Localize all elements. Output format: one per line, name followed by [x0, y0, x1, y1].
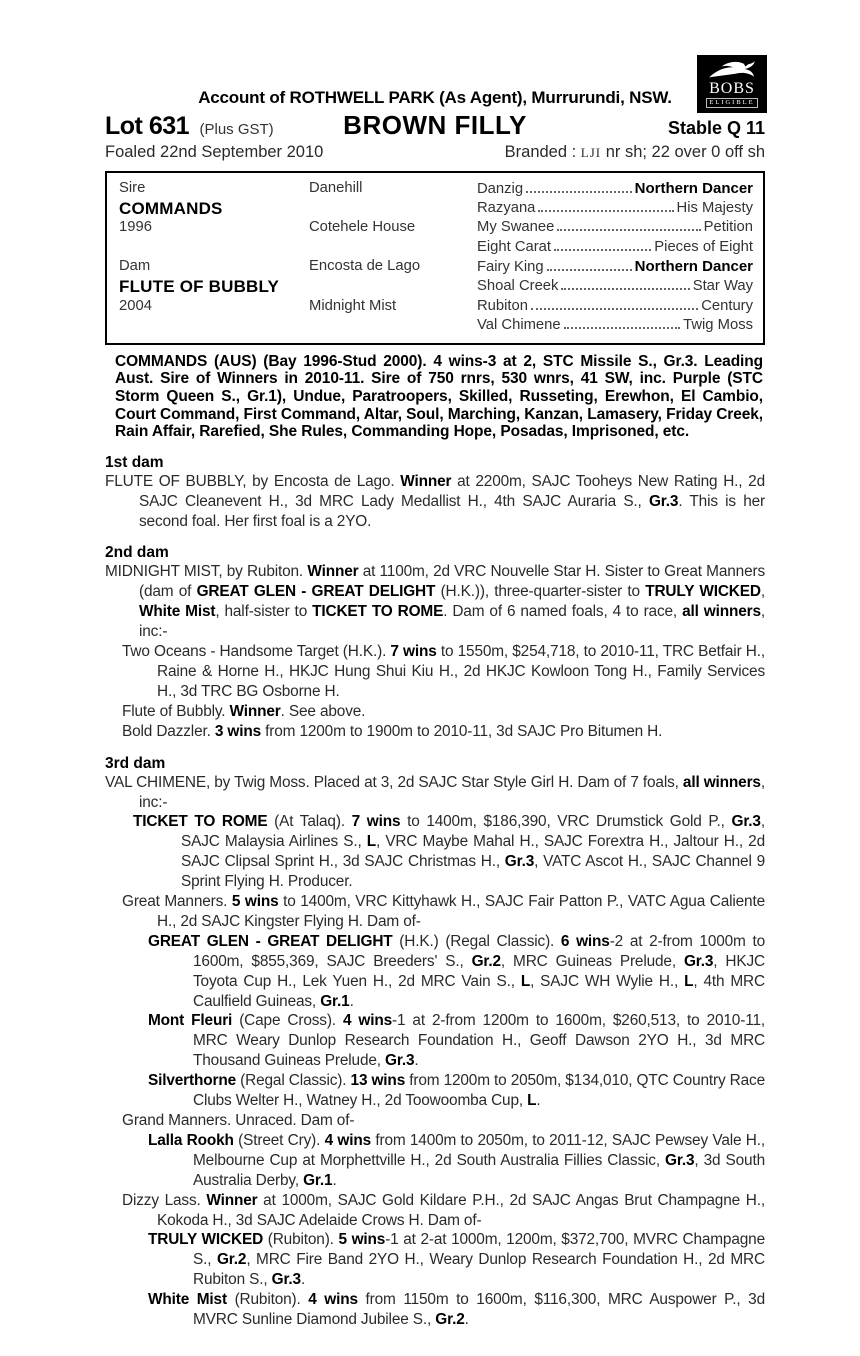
bobs-logo-text: BOBS: [709, 80, 755, 97]
pedigree-ancestor-line: [477, 218, 753, 238]
ancestor-name: Danzig: [477, 181, 524, 197]
foaled-date: Foaled 22nd September 2010: [105, 143, 324, 161]
grandsire-name: Star Way: [692, 277, 753, 294]
grandsire-name: Twig Moss: [683, 317, 753, 334]
branded-suffix: nr sh; 22 over 0 off sh: [601, 143, 765, 161]
grandsire-name: Century: [701, 297, 753, 314]
leader-dots: [538, 210, 673, 212]
sire-summary: COMMANDS (AUS) (Bay 1996-Stud 2000). 4 wins-3 at 2, STC Missile S., Gr.3. Leading Aust. Sire of Winners in 2010-11. Sire of 750 rnrs, 530 wnrs, 41 SW, inc. Purple (STC Storm Queen S., Gr.1), Undue, Paratroopers, Skilled, Russeting, Erewhon, El Cambio, Court Command, First Command, Altar, Soul, Marching, Kanzan, Lamasery, Friday Creek, Rain Affair, Rarefied, She Rules, Commanding Hope, Posadas, Imprisoned, etc.: [115, 352, 763, 441]
pedigree-paragraph: Great Manners. 5 wins to 1400m, VRC Kittyhawk H., SAJC Fair Patton P., VATC Agua Caliente H., 2d SAJC Kingster Flying H. Dam of-: [122, 893, 765, 930]
pedigree-ancestor-line: [477, 277, 753, 297]
page-content: [105, 0, 765, 1330]
pedigree-paragraph: FLUTE OF BUBBLY, by Encosta de Lago. Winner at 2200m, SAJC Tooheys New Rating H., 2d SAJC Cleanevent H., 3d MRC Lady Medallist H., 4th SAJC Auraria S., Gr.3. This is her second foal. Her first foal is a 2YO.: [105, 472, 766, 530]
pedigree-paragraph: TICKET TO ROME (At Talaq). 7 wins to 1400m, $186,390, VRC Drumstick Gold P., Gr.3, SAJC Malaysia Airlines S., L, VRC Maybe Mahal H., SAJC Forextra H., Jaltour H., 2d SAJC Clipsal Sprint H., 3d SAJC Christmas H., Gr.3, VATC Ascot H., SAJC Channel 9 Sprint Flying H. Producer.: [133, 813, 765, 891]
pedigree-paragraph: White Mist (Rubiton). 4 wins from 1150m to 1600m, $116,300, MRC Auspower P., 3d MVRC Sunline Diamond Jubilee S., Gr.2.: [148, 1291, 765, 1329]
pedigree-ancestor-line: [477, 297, 753, 317]
pedigree-row: [119, 297, 753, 317]
plus-gst-label: (Plus GST): [199, 121, 274, 138]
pedigree-col2: Encosta de Lago: [309, 258, 421, 275]
pedigree-row: [119, 238, 753, 258]
page-title: BROWN FILLY: [343, 110, 527, 140]
pedigree-col1: Dam: [119, 258, 151, 275]
stable-label: Stable Q 11: [667, 118, 765, 138]
brand-mark: LJI: [580, 145, 602, 160]
leader-dots: [531, 308, 698, 310]
bobs-eligible-text: ELIGIBLE: [706, 98, 757, 108]
grandsire-name: His Majesty: [676, 199, 753, 216]
pedigree-col1: FLUTE OF BUBBLY: [119, 276, 280, 296]
pedigree-col2: Midnight Mist: [309, 297, 397, 314]
ancestor-name: Razyana: [477, 199, 536, 216]
pedigree-paragraph: Mont Fleuri (Cape Cross). 4 wins-1 at 2-from 1200m to 1600m, $260,513, to 2010-11, MRC Weary Dunlop Research Foundation H., Geoff Dawson 2YO H., 3d MRC Thousand Guineas Prelude, Gr.3.: [148, 1012, 765, 1070]
ancestor-name: Val Chimene: [477, 317, 561, 334]
pedigree-col2: [309, 199, 477, 219]
ancestor-name: Eight Carat: [477, 238, 552, 255]
ancestor-name: Shoal Creek: [477, 277, 559, 294]
lot-left-group: [105, 112, 274, 141]
pedigree-col2: Danehill: [309, 180, 363, 196]
dam-section-heading: 1st dam: [105, 453, 164, 471]
grandsire-name: Petition: [703, 219, 753, 236]
pedigree-table: [105, 171, 765, 345]
ancestor-name: Rubiton: [477, 297, 529, 314]
leader-dots: [557, 229, 700, 231]
pedigree-paragraph: MIDNIGHT MIST, by Rubiton. Winner at 1100m, 2d VRC Nouvelle Star H. Sister to Great Manners (dam of GREAT GLEN - GREAT DELIGHT (H.K.)), three-quarter-sister to TRULY WICKED, White Mist, half-sister to TICKET TO ROME. Dam of 6 named foals, 4 to race, all winners, inc:-: [105, 563, 766, 641]
pedigree-paragraph: Dizzy Lass. Winner at 1000m, SAJC Gold Kildare P.H., 2d SAJC Angas Brut Champagne H., Kokoda H., 3d SAJC Adelaide Crows H. Dam of-: [122, 1191, 765, 1229]
pedigree-col2: [309, 238, 477, 258]
ancestor-name: Fairy King: [477, 259, 544, 276]
pedigree-col2: Cotehele House: [309, 219, 416, 236]
pedigree-row: [119, 316, 753, 336]
pedigree-paragraph: GREAT GLEN - GREAT DELIGHT (H.K.) (Regal Classic). 6 wins-2 at 2-from 1000m to 1600m, $855,369, SAJC Breeders' S., Gr.2, MRC Guineas Prelude, Gr.3, HKJC Toyota Cup H., Lek Yuen H., 2d MRC Vain S., L, SAJC WH Wylie H., L, 4th MRC Caulfield Guineas, Gr.1.: [148, 932, 765, 1010]
pedigree-paragraph: VAL CHIMENE, by Twig Moss. Placed at 3, 2d SAJC Star Style Girl H. Dam of 7 foals, all winners, inc:-: [105, 773, 765, 811]
pedigree-paragraph: Silverthorne (Regal Classic). 13 wins from 1200m to 2050m, $134,010, QTC Country Race Clubs Welter H., Watney H., 2d Toowoomba Cup, L.: [148, 1072, 766, 1110]
pedigree-col1: [119, 238, 309, 258]
dam-section-heading: 3rd dam: [105, 754, 166, 772]
pedigree-col1: COMMANDS: [119, 198, 223, 218]
leader-dots: [564, 327, 680, 329]
pedigree-col2: [309, 316, 477, 336]
branded-prefix: Branded :: [504, 143, 581, 161]
pedigree-row: [119, 257, 753, 277]
pedigree-paragraph: Bold Dazzler. 3 wins from 1200m to 1900m to 2010-11, 3d SAJC Pro Bitumen H.: [122, 722, 663, 740]
pedigree-paragraph: Flute of Bubbly. Winner. See above.: [122, 702, 366, 720]
leader-dots: [547, 269, 632, 271]
pedigree-paragraph: Grand Manners. Unraced. Dam of-: [122, 1112, 355, 1129]
pedigree-col1: Sire: [119, 180, 146, 196]
grandsire-name: Northern Dancer: [634, 180, 753, 197]
pedigree-col1: 1996: [119, 219, 152, 236]
pedigree-row: [119, 218, 753, 238]
pedigree-ancestor-line: [477, 179, 753, 199]
branded-line: [505, 143, 765, 162]
grandsire-name: Northern Dancer: [634, 258, 753, 276]
pedigree-paragraph: TRULY WICKED (Rubiton). 5 wins-1 at 2-at 1000m, 1200m, $372,700, MVRC Champagne S., Gr.2, MRC Fire Band 2YO H., Weary Dunlop Research Foundation H., 2d MRC Rubiton S., Gr.3.: [148, 1231, 765, 1289]
pedigree-paragraph: Two Oceans - Handsome Target (H.K.). 7 wins to 1550m, $254,718, to 2010-11, TRC Betfair H., Raine & Horne H., HKJC Hung Shui Kiu H., 2d HKJC Kowloon Tong H., Family Services H., 3d TRC BG Osborne H.: [122, 643, 765, 700]
leader-dots: [561, 288, 689, 290]
pedigree-ancestor-line: [477, 316, 753, 336]
pedigree-col1: [119, 316, 309, 336]
pedigree-row: [119, 277, 753, 297]
pedigree-ancestor-line: [477, 199, 753, 219]
leader-dots: [526, 191, 632, 193]
ancestor-name: My Swanee: [477, 219, 555, 236]
account-line: Account of ROTHWELL PARK (As Agent), Murrurundi, NSW.: [198, 88, 672, 107]
pedigree-paragraph: Lalla Rookh (Street Cry). 4 wins from 1400m to 2050m, to 2011-12, SAJC Pewsey Vale H., Melbourne Cup at Morphettville H., 2d South Australia Fillies Classic, Gr.3, 3d South Australia Derby, Gr.1.: [148, 1131, 765, 1189]
pedigree-row: [119, 199, 753, 219]
lot-number: Lot 631: [105, 112, 190, 140]
pedigree-row: [119, 179, 753, 199]
leader-dots: [554, 249, 651, 251]
grandsire-name: Pieces of Eight: [654, 238, 753, 255]
pedigree-ancestor-line: [477, 238, 753, 258]
pedigree-ancestor-line: [477, 257, 753, 277]
dam-section-heading: 2nd dam: [105, 544, 169, 562]
foal-row: [105, 143, 765, 162]
lot-row: [105, 110, 765, 141]
pedigree-col1: 2004: [119, 297, 152, 314]
pedigree-text: [105, 454, 765, 1330]
pedigree-col2: [309, 277, 477, 297]
